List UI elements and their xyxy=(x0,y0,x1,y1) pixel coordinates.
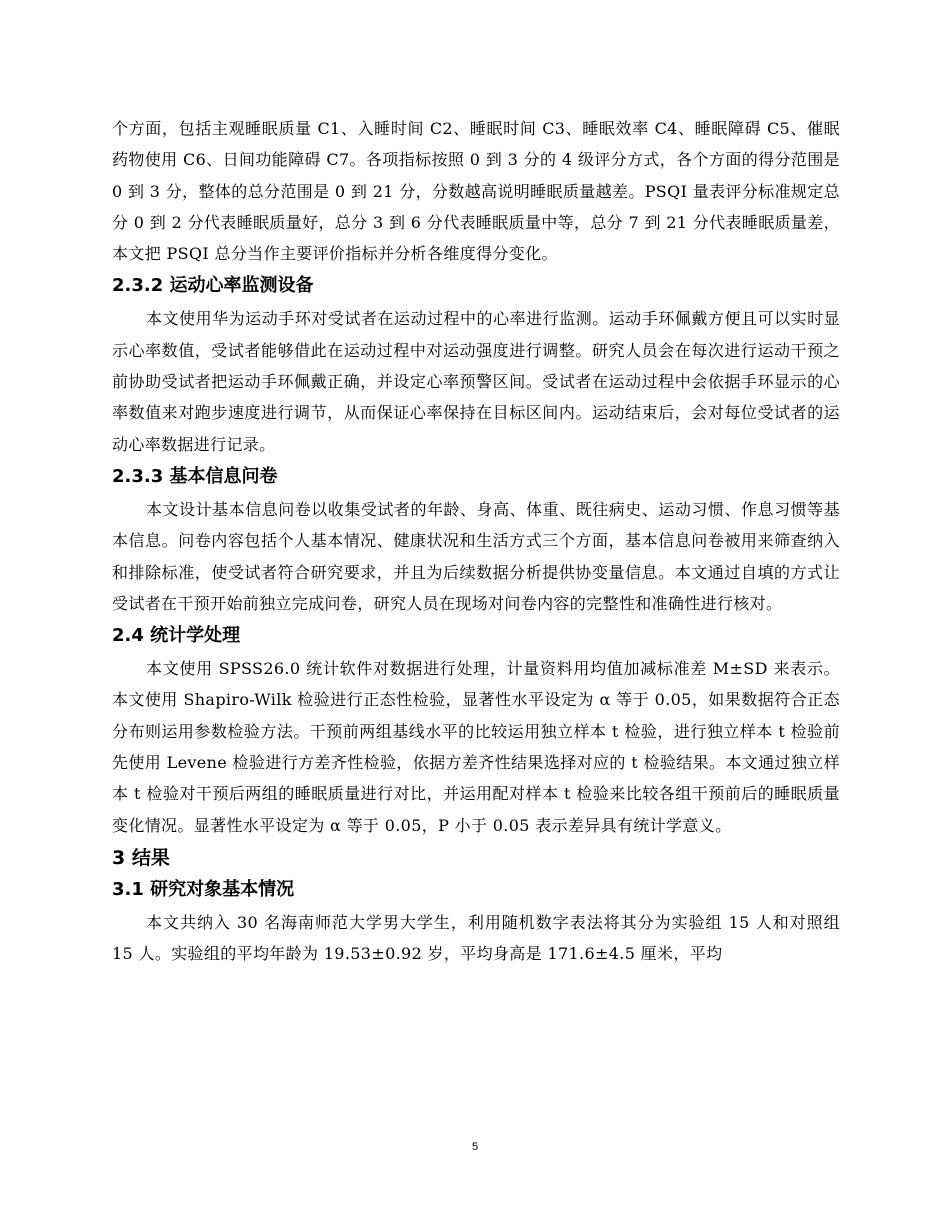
paragraph-participants: 本文共纳入 30 名海南师范大学男大学生，利用随机数字表法将其分为实验组 15 人和对照组 15 人。实验组的平均年龄为 19.53±0.92 岁，平均身高是 171.6±4.5 厘米，平均 xyxy=(112,912,840,964)
paragraph-heart-rate-device: 本文使用华为运动手环对受试者在运动过程中的心率进行监测。运动手环佩戴方便且可以实时显示心率数值，受试者能够借此在运动过程中对运动强度进行调整。研究人员会在每次进行运动干预之前协助受试者把运动手环佩戴正确，并设定心率预警区间。受试者在运动过程中会依据手环显示的心率数值来对跑步速度进行调节，从而保证心率保持在目标区间内。运动结束后，会对每位受试者的运动心率数据进行记录。 xyxy=(112,309,840,454)
heading-2-3-3: 2.3.3 基本信息问卷 xyxy=(112,465,278,487)
paragraph-psqi-dimensions: 个方面，包括主观睡眠质量 C1、入睡时间 C2、睡眠时间 C3、睡眠效率 C4、睡眠障碍 C5、催眠药物使用 C6、日间功能障碍 C7。各项指标按照 0 到 3 分的 4 级评分方式，各个方面的得分范围是 0 到 3 分，整体的总分范围是 0 到 21 分，分数越高说明睡眠质量越差。PSQI 量表评分标准规定总分 0 到 2 分代表睡眠质量好，总分 3 到 6 分代表睡眠质量中等，总分 7 到 21 分代表睡眠质量差，本文把 PSQI 总分当作主要评价指标并分析各维度得分变化。 xyxy=(112,119,840,264)
document-body xyxy=(112,113,840,970)
heading-2-4: 2.4 统计学处理 xyxy=(112,625,241,647)
heading-3: 3 结果 xyxy=(112,846,170,869)
paragraph-statistics: 本文使用 SPSS26.0 统计软件对数据进行处理，计量资料用均值加减标准差 M±SD 来表示。本文使用 Shapiro-Wilk 检验进行正态性检验，显著性水平设定为 α 等于 0.05，如果数据符合正态分布则运用参数检验方法。干预前两组基线水平的比较运用独立样本 t 检验，进行独立样本 t 检验前先使用 Levene 检验进行方差齐性检验，依据方差齐性结果选择对应的 t 检验结果。本文通过独立样本 t 检验对干预后两组的睡眠质量进行对比，并运用配对样本 t 检验来比较各组干预前后的睡眠质量变化情况。显著性水平设定为 α 等于 0.05，P 小于 0.05 表示差异具有统计学意义。 xyxy=(112,659,840,835)
page-number: 5 xyxy=(471,1141,479,1153)
paragraph-questionnaire: 本文设计基本信息问卷以收集受试者的年龄、身高、体重、既往病史、运动习惯、作息习惯等基本信息。问卷内容包括个人基本情况、健康状况和生活方式三个方面，基本信息问卷被用来筛查纳入和排除标准，使受试者符合研究要求，并且为后续数据分析提供协变量信息。本文通过自填的方式让受试者在干预开始前独立完成问卷，研究人员在现场对问卷内容的完整性和准确性进行核对。 xyxy=(112,499,840,613)
heading-3-1: 3.1 研究对象基本情况 xyxy=(112,878,295,900)
heading-2-3-2: 2.3.2 运动心率监测设备 xyxy=(112,275,314,297)
